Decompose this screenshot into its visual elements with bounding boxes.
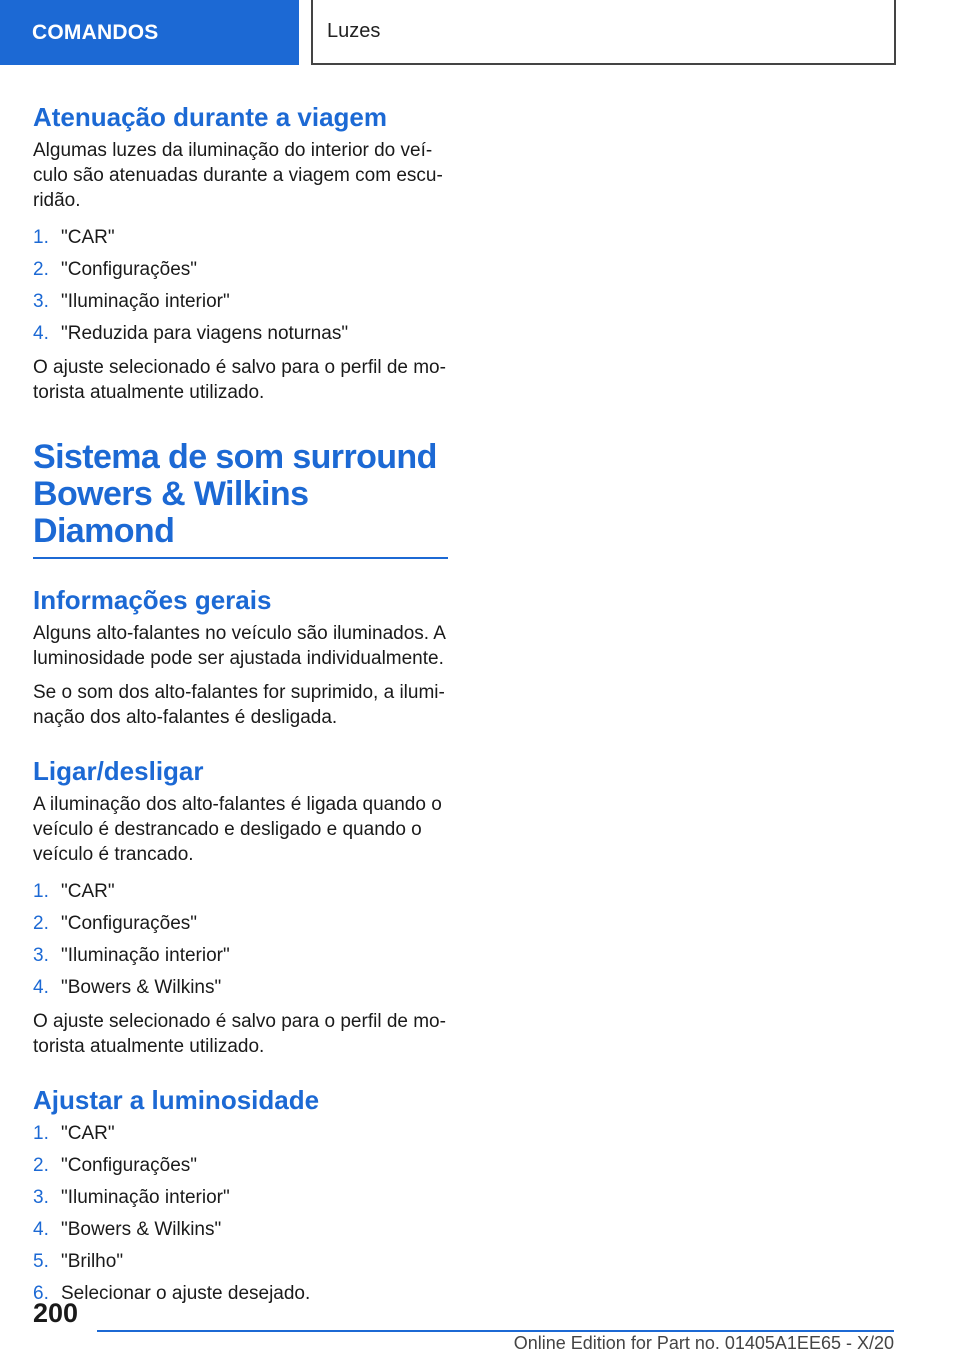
chapter-title-line1: Sistema de som surround (33, 438, 437, 476)
list-item: 4. "Bowers & Wilkins" (33, 1219, 222, 1240)
section-header (311, 0, 896, 65)
page-number: 200 (33, 1298, 79, 1328)
heading-dimming: Atenuação durante a viagem (33, 102, 387, 132)
chapter-title-line2: Bowers & Wilkins Diamond (33, 475, 309, 550)
footer-divider (97, 1330, 894, 1332)
dimming-steps (33, 225, 448, 346)
list-item: 2. "Configurações" (33, 913, 198, 934)
onoff-note: O ajuste selecionado é salvo para o perfil de mo-torista atualmente utilizado. (33, 1011, 446, 1057)
list-item: 1. "CAR" (33, 881, 115, 902)
chapter-tab (0, 0, 299, 65)
list-item: 3. "Iluminação interior" (33, 291, 230, 312)
general-paragraph-1: Alguns alto-falantes no veículo são iluminados. A luminosidade pode ser ajustada individualmente. (33, 623, 445, 669)
dimming-intro: Algumas luzes da iluminação do interior do veí-culo são atenuadas durante a viagem com escu-ridão. (33, 140, 443, 211)
list-item: 4. "Bowers & Wilkins" (33, 977, 222, 998)
list-item: 6. Selecionar o ajuste desejado. (33, 1283, 311, 1304)
general-paragraph-2: Se o som dos alto-falantes for suprimido, a ilumi-nação dos alto-falantes é desligada. (33, 682, 445, 728)
dimming-note: O ajuste selecionado é salvo para o perfil de mo-torista atualmente utilizado. (33, 357, 446, 403)
list-item: 3. "Iluminação interior" (33, 945, 230, 966)
list-item: 2. "Configurações" (33, 1155, 198, 1176)
page-content (33, 100, 448, 1315)
brightness-steps (33, 1121, 448, 1306)
list-item: 4. "Reduzida para viagens noturnas" (33, 323, 349, 344)
list-item: 1. "CAR" (33, 1123, 115, 1144)
heading-onoff: Ligar/desligar (33, 756, 204, 786)
onoff-steps (33, 879, 448, 1000)
list-item: 1. "CAR" (33, 227, 115, 248)
list-item: 3. "Iluminação interior" (33, 1187, 230, 1208)
chapter-title (33, 439, 448, 559)
list-item: 2. "Configurações" (33, 259, 198, 280)
chapter-tab-label: COMANDOS (32, 20, 159, 44)
onoff-intro: A iluminação dos alto-falantes é ligada quando o veículo é destrancado e desligado e quando o veículo é trancado. (33, 794, 442, 865)
list-item: 5. "Brilho" (33, 1251, 124, 1272)
heading-brightness: Ajustar a luminosidade (33, 1085, 320, 1115)
footer-edition: Online Edition for Part no. 01405A1EE65 - X/20 (513, 1333, 894, 1353)
section-header-label: Luzes (327, 20, 381, 42)
heading-general: Informações gerais (33, 585, 272, 615)
